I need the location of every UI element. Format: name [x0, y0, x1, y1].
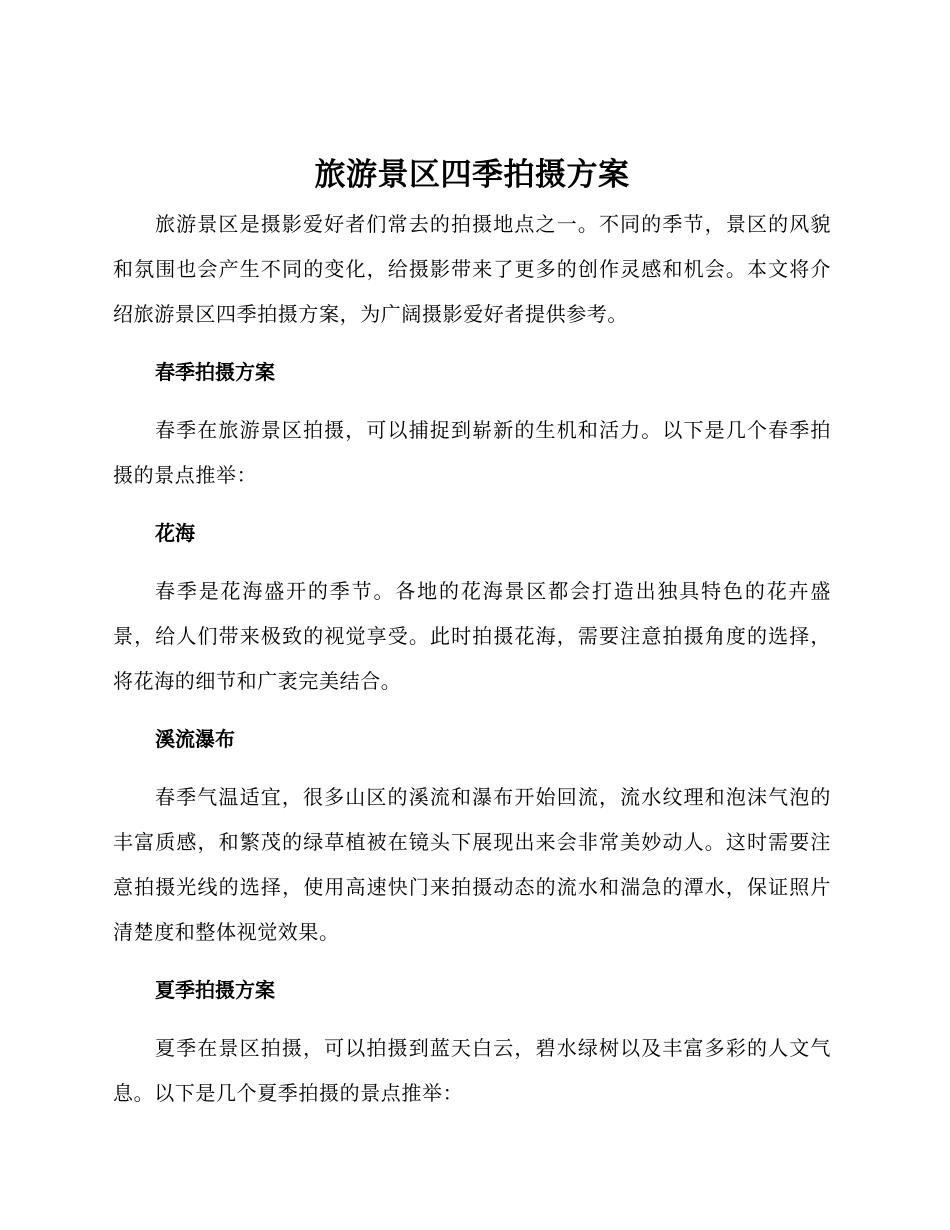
summer-intro-paragraph: 夏季在景区拍摄，可以拍摄到蓝天白云，碧水绿树以及丰富多彩的人文气息。以下是几个夏季拍摄的景点推举： — [113, 1036, 831, 1105]
streams-paragraph: 春季气温适宜，很多山区的溪流和瀑布开始回流，流水纹理和泡沫气泡的丰富质感，和繁茂的绿草植被在镜头下展现出来会非常美妙动人。这时需要注意拍摄光线的选择，使用高速快门来拍摄动态的流水和湍急的潭水，保证照片清楚度和整体视觉效果。 — [113, 785, 831, 944]
intro-paragraph: 旅游景区是摄影爱好者们常去的拍摄地点之一。不同的季节，景区的风貌和氛围也会产生不同的变化，给摄影带来了更多的创作灵感和机会。本文将介绍旅游景区四季拍摄方案，为广阔摄影爱好者提供参考。 — [113, 212, 831, 326]
streams-subheading: 溪流瀑布 — [155, 727, 235, 751]
flowers-paragraph: 春季是花海盛开的季节。各地的花海景区都会打造出独具特色的花卉盛景，给人们带来极致的视觉享受。此时拍摄花海，需要注意拍摄角度的选择，将花海的细节和广袤完美结合。 — [113, 579, 831, 693]
spring-section-heading: 春季拍摄方案 — [155, 360, 275, 384]
document-title: 旅游景区四季拍摄方案 — [314, 157, 630, 193]
document-body — [113, 148, 831, 1116]
spring-intro-paragraph: 春季在旅游景区拍摄，可以捕捉到崭新的生机和活力。以下是几个春季拍摄的景点推举： — [113, 418, 831, 487]
flowers-subheading: 花海 — [155, 521, 195, 545]
summer-section-heading: 夏季拍摄方案 — [155, 978, 275, 1002]
